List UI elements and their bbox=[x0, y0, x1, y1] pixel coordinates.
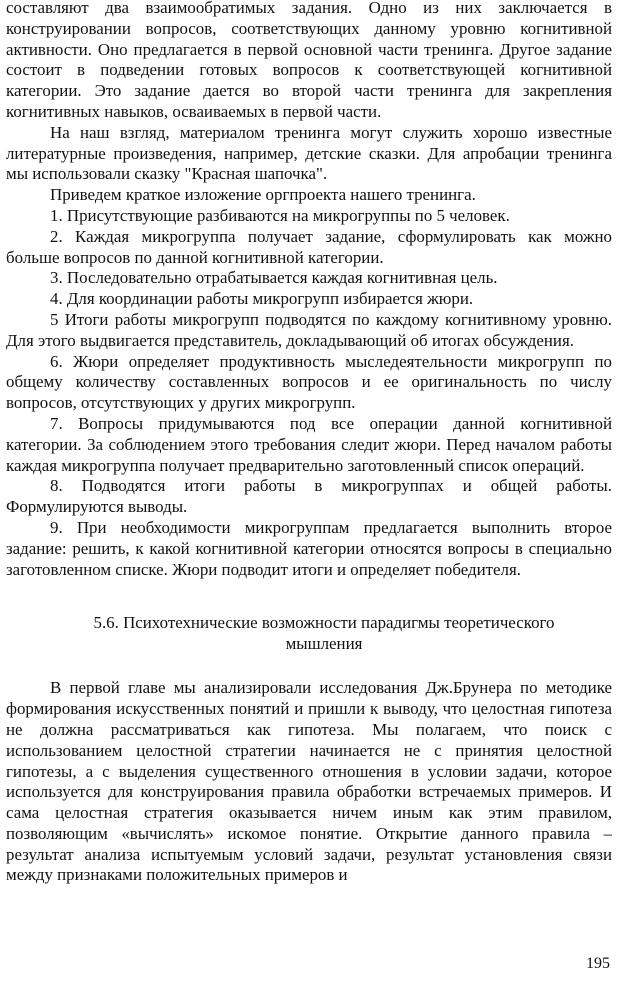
list-item: 8. Подводятся итоги работы в микрогруппах и общей работы. Формулируются выводы. bbox=[6, 476, 612, 517]
list-item: 1. Присутствующие разбиваются на микрогруппы по 5 человек. bbox=[50, 205, 510, 225]
list-item: 3. Последовательно отрабатывается каждая когнитивная цель. bbox=[50, 268, 498, 288]
section-heading bbox=[6, 612, 612, 654]
list-item: 4. Для координации работы микрогрупп избирается жюри. bbox=[50, 289, 474, 309]
section-heading-line: 5.6. Психотехнические возможности парадигмы теоретического bbox=[93, 613, 555, 633]
body-text bbox=[6, 0, 612, 886]
paragraph: составляют два взаимообратимых задания. Одно из них заключается в конструировании вопросов, соответствующих данному уровню когнитивной активности. Оно предлагается в первой основной части тренинга. Другое задание состоит в подведении готовых вопросов к соответствующей когнитивной категории. Это задание дается во второй части тренинга для закрепления когнитивных навыков, осваиваемых в первой части. bbox=[6, 0, 612, 121]
list-item: 2. Каждая микрогруппа получает задание, сформулировать как можно больше вопросов по данной когнитивной категории. bbox=[6, 226, 612, 267]
paragraph: На наш взгляд, материалом тренинга могут служить хорошо известные литературные произведения, например, детские сказки. Для апробации тренинга мы использовали сказку "Красная шапочка". bbox=[6, 122, 612, 184]
list-item: 7. Вопросы придумываются под все операции данной когнитивной категории. За соблюдением этого требования следит жюри. Перед началом работы каждая микрогруппа получает предварительно заготовленный список операций. bbox=[6, 413, 612, 475]
list-item: 9. При необходимости микрогруппам предлагается выполнить второе задание: решить, к какой когнитивной категории относятся вопросы в специально заготовленном списке. Жюри подводит итоги и определяет победителя. bbox=[6, 517, 612, 579]
section-heading-line: мышления bbox=[285, 634, 363, 654]
page-number: 195 bbox=[586, 955, 610, 972]
paragraph: В первой главе мы анализировали исследования Дж.Брунера по методике формирования искусственных понятий и пришли к выводу, что целостная гипотеза не должна рассматриваться как гипотеза. Мы полагаем, что поиск с использованием целостной стратегии начинается не с принятия целостной гипотезы, а с выделения существенного отношения в условии задачи, которое используется для конструирования правила обработки встречаемых примеров. И сама целостная стратегия оказывается ничем иным как этим правилом, позволяющим «вычислять» искомое понятие. Открытие данного правила – результат анализа испытуемым условий задачи, результат установления связи между признаками положительных примеров и bbox=[6, 678, 612, 885]
list-item: 5 Итоги работы микрогрупп подводятся по каждому когнитивному уровню. Для этого выдвигается представитель, докладывающий об итогах обсуждения. bbox=[6, 309, 612, 350]
paragraph: Приведем краткое изложение оргпроекта нашего тренинга. bbox=[50, 185, 476, 205]
list-item: 6. Жюри определяет продуктивность мыследеятельности микрогрупп по общему количеству составленных вопросов и ее оригинальность по числу вопросов, отсутствующих у других микрогрупп. bbox=[6, 351, 612, 413]
